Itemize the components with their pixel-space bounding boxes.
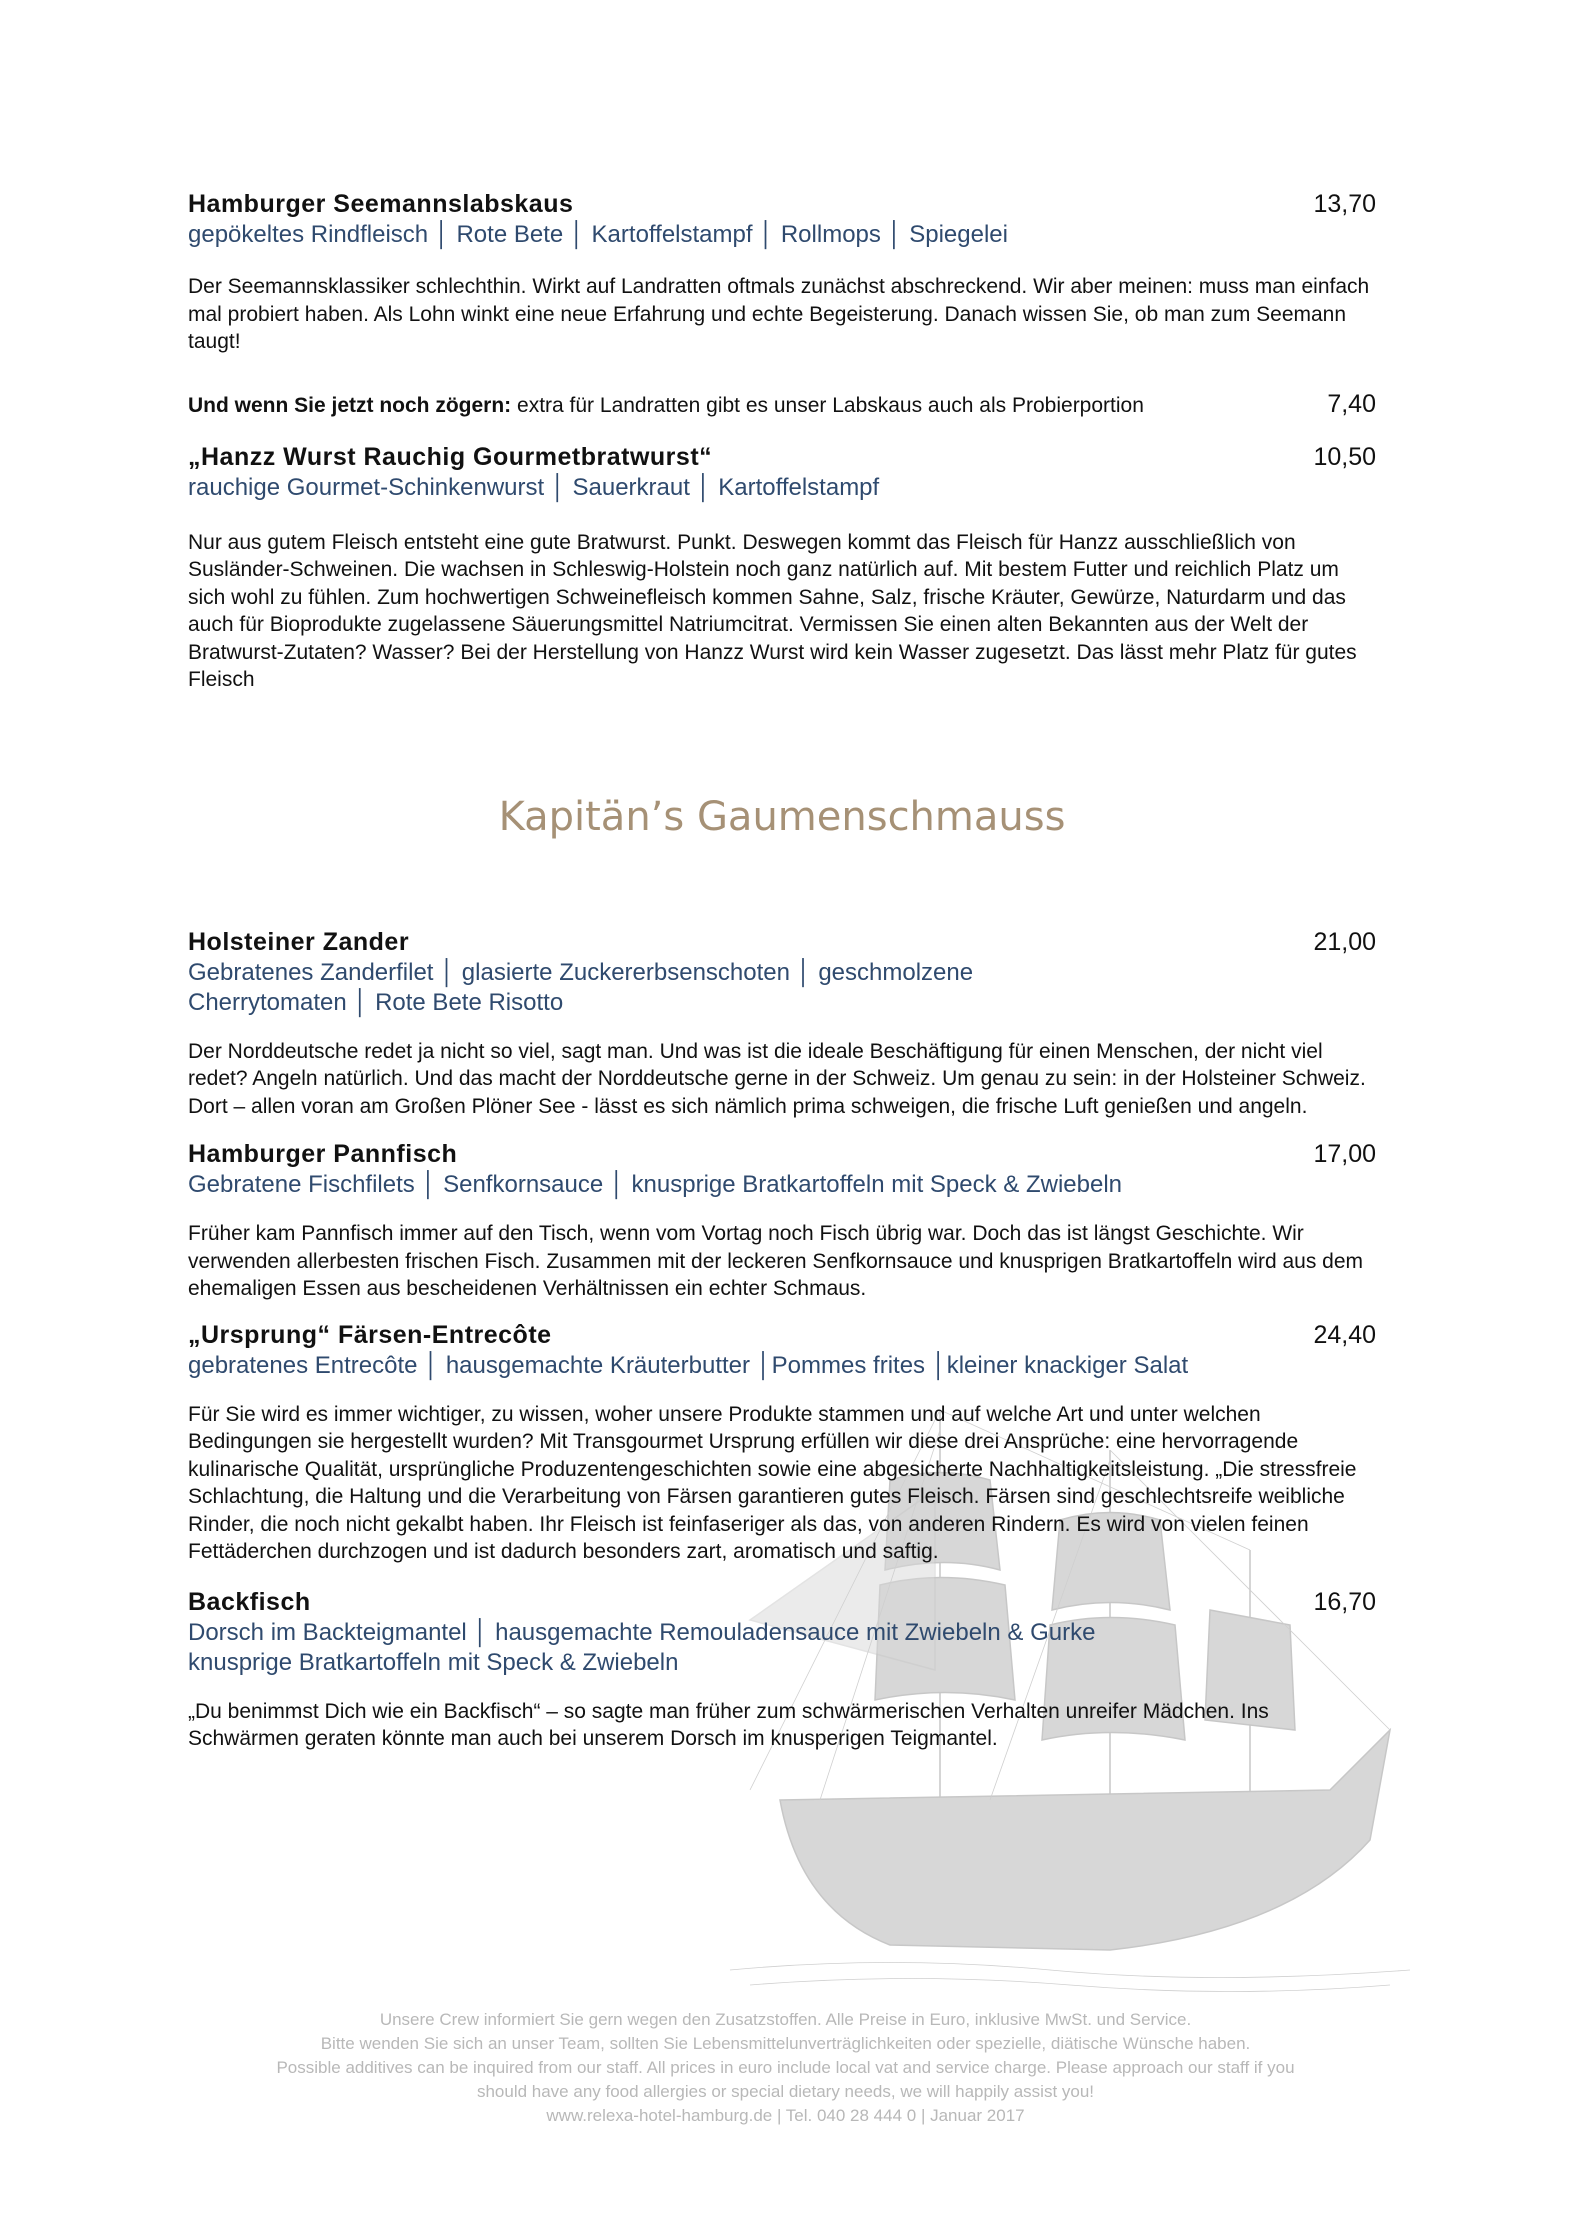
- probierportion-rest: extra für Landratten gibt es unser Labskaus auch als Probierportion: [511, 393, 1144, 417]
- section-title: Kapitän’s Gaumenschmauss: [498, 793, 1066, 840]
- dish-name: Hamburger Seemannslabskaus: [188, 190, 574, 218]
- dish-price: 24,40: [1313, 1320, 1376, 1349]
- footer-line: should have any food allergies or special dietary needs, we will happily assist you!: [476, 2082, 1095, 2101]
- menu-item-backfisch: [188, 1588, 1376, 1753]
- dish-description: Der Norddeutsche redet ja nicht so viel, sagt man. Und was ist die ideale Beschäftigung für einen Menschen, der nicht viel redet? Angeln natürlich. Und das macht der Norddeutsche gerne in der Schweiz. Um genau zu sein: in der Holsteiner Schweiz. Dort – allen voran am Großen Plöner See - lässt es sich nämlich prima schweigen, die frische Luft genießen und angeln.: [188, 1039, 1366, 1118]
- dish-name: „Ursprung“ Färsen-Entrecôte: [188, 1320, 552, 1349]
- dish-ingredients: gepökeltes Rindfleisch │ Rote Bete │ Kartoffelstampf │ Rollmops │ Spiegelei: [188, 221, 1008, 248]
- dish-ingredients-line: Cherrytomaten │ Rote Bete Risotto: [188, 988, 564, 1016]
- dish-name: „Hanzz Wurst Rauchig Gourmetbratwurst“: [188, 442, 713, 471]
- dish-description: Für Sie wird es immer wichtiger, zu wissen, woher unsere Produkte stammen und auf welche Art und unter welchen Bedingungen sie hergestellt wurden? Mit Transgourmet Ursprung erfüllen wir diese drei Ansprüche: eine hervorragende kulinarische Qualität, ursprüngliche Produzentengeschichten sowie eine abgesicherte Nachhaltigkeitsleistung. „Die stressfreie Schlachtung, die Haltung und die Verarbeitung von Färsen garantieren gutes Fleisch. Färsen sind geschlechtsreife weibliche Rinder, die noch nicht gekalbt haben. Ihr Fleisch ist feinfaseriger als das, von anderen Rindern. Es wird von vielen feinen Fettäderchen durchzogen und ist dadurch besonders zart, aromatisch und saftig.: [188, 1402, 1357, 1563]
- dish-price: 10,50: [1313, 442, 1376, 471]
- footer-contact: www.relexa-hotel-hamburg.de | Tel. 040 28 444 0 | Januar 2017: [546, 2106, 1025, 2125]
- dish-ingredients-line: gebratenes Entrecôte │ hausgemachte Kräuterbutter │Pommes frites │kleiner knackiger Salat: [188, 1351, 1189, 1379]
- probierportion-bold: Und wenn Sie jetzt noch zögern:: [188, 393, 512, 417]
- menu-item-pannfisch: [188, 1140, 1376, 1303]
- dish-description: Der Seemannsklassiker schlechthin. Wirkt auf Landratten oftmals zunächst abschreckend. Wir aber meinen: muss man einfach mal probiert haben. Als Lohn winkt eine neue Erfahrung und echte Begeisterung. Danach wissen Sie, ob man zum Seemann taugt!: [188, 275, 1370, 353]
- dish-ingredients: rauchige Gourmet-Schinkenwurst │ Sauerkraut │ Kartoffelstampf: [188, 473, 880, 501]
- probierportion-text: [188, 394, 1144, 418]
- menu-item-zander: [188, 928, 1376, 1121]
- footer-line: Bitte wenden Sie sich an unser Team, sollten Sie Lebensmittelunverträglichkeiten oder spezielle, diätische Wünsche haben.: [320, 2034, 1251, 2053]
- footer-notice: [130, 2008, 1441, 2128]
- dish-ingredients-line: knusprige Bratkartoffeln mit Speck & Zwiebeln: [188, 1648, 679, 1676]
- probierportion-row: [188, 390, 1376, 419]
- dish-name: Holsteiner Zander: [188, 927, 410, 956]
- dish-ingredients-line: Dorsch im Backteigmantel │ hausgemachte Remouladensauce mit Zwiebeln & Gurke: [188, 1618, 1096, 1646]
- probierportion-price: 7,40: [1327, 389, 1376, 418]
- menu-item-entrecote: [188, 1321, 1376, 1566]
- dish-description: Nur aus gutem Fleisch entsteht eine gute Bratwurst. Punkt. Deswegen kommt das Fleisch für Hanzz ausschließlich von Susländer-Schweinen. Die wachsen in Schleswig-Holstein noch ganz natürlich auf. Mit bestem Futter und reichlich Platz um sich wohl zu fühlen. Zum hochwertigen Schweinefleisch kommen Sahne, Salz, frische Kräuter, Gewürze, Naturdarm und das auch für Bioprodukte zugelassene Säuerungsmittel Natriumcitrat. Vermissen Sie einen alten Bekannten aus der Welt der Bratwurst-Zutaten? Wasser? Bei der Herstellung von Hanzz Wurst wird kein Wasser zugesetzt. Das lässt mehr Platz für gutes Fleisch: [188, 530, 1357, 691]
- dish-name: Backfisch: [188, 1587, 311, 1616]
- dish-price: 13,70: [1313, 190, 1376, 218]
- dish-ingredients-line: Gebratene Fischfilets │ Senfkornsauce │ knusprige Bratkartoffeln mit Speck & Zwiebeln: [188, 1171, 1122, 1198]
- footer-line: Possible additives can be inquired from our staff. All prices in euro include local vat and service charge. Please approach our staff if you: [276, 2058, 1295, 2077]
- menu-item-labskaus: [188, 190, 1376, 356]
- dish-price: 16,70: [1313, 1587, 1376, 1616]
- dish-name: Hamburger Pannfisch: [188, 1140, 458, 1168]
- dish-description: Früher kam Pannfisch immer auf den Tisch, wenn vom Vortag noch Fisch übrig war. Doch das ist längst Geschichte. Wir verwenden allerbesten frischen Fisch. Zusammen mit der leckeren Senfkornsauce und knusprigen Bratkartoffeln wird aus dem ehemaligen Essen aus bescheidenen Verhältnissen ein echter Schmaus.: [188, 1222, 1364, 1300]
- menu-content: [188, 190, 1376, 1753]
- menu-item-hanzz-wurst: [188, 443, 1376, 694]
- dish-price: 17,00: [1313, 1140, 1376, 1168]
- dish-price: 21,00: [1313, 927, 1376, 956]
- dish-description: „Du benimmst Dich wie ein Backfisch“ – so sagte man früher zum schwärmerischen Verhalten unreifer Mädchen. Ins Schwärmen geraten könnte man auch bei unserem Dorsch im knusperigen Teigmantel.: [188, 1699, 1269, 1750]
- dish-ingredients-line: Gebratenes Zanderfilet │ glasierte Zuckererbsenschoten │ geschmolzene: [188, 958, 974, 986]
- footer-line: Unsere Crew informiert Sie gern wegen den Zusatzstoffen. Alle Preise in Euro, inklusive MwSt. und Service.: [379, 2010, 1192, 2029]
